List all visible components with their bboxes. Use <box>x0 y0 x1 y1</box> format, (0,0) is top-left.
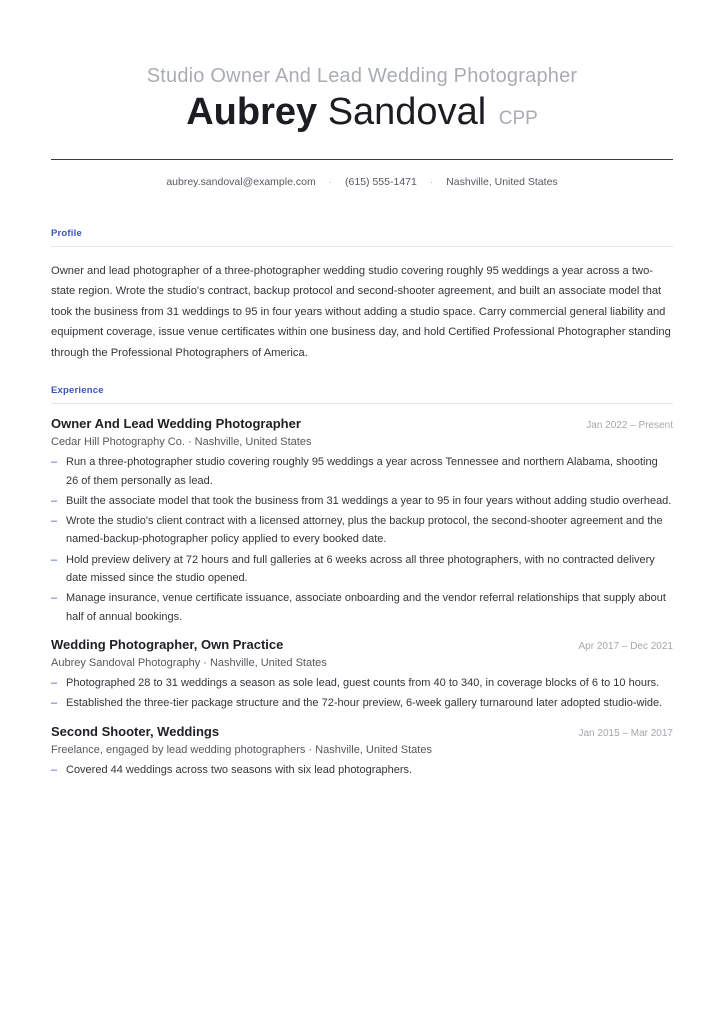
job-bullet-text: Wrote the studio's client contract with a licensed attorney, plus the backup protocol, the second-shooter agreement and the named-backup-photographer policy applied to every booked date. <box>66 514 663 546</box>
job-bullet-text: Built the associate model that took the business from 31 weddings a year to 95 in four years without adding studio overhead. <box>66 494 672 507</box>
job-bullet-text: Covered 44 weddings across two seasons with six lead photographers. <box>66 764 413 777</box>
job-bullet <box>51 453 673 490</box>
job-bullets <box>51 674 673 713</box>
job-dates: Apr 2017 – Dec 2021 <box>578 641 673 653</box>
job-bullet <box>51 694 673 713</box>
job-entry <box>51 416 673 626</box>
bullet-dash: – <box>51 514 58 527</box>
job-bullet <box>51 589 673 626</box>
bullet-dash: – <box>51 697 58 710</box>
section-divider <box>51 403 673 404</box>
resume-header <box>0 0 724 141</box>
job-bullets <box>51 761 673 780</box>
contact-email[interactable]: aubrey.sandoval@example.com <box>166 176 316 188</box>
job-header <box>51 637 673 652</box>
job-bullet <box>51 674 673 693</box>
section-divider <box>51 246 673 247</box>
profile-section-title: Profile <box>51 228 82 239</box>
job-bullet-text: Hold preview delivery at 72 hours and full galleries at 6 weeks across all three photographers, with no contracted delivery date missed since the studio opened. <box>66 553 655 585</box>
job-dates: Jan 2022 – Present <box>586 420 673 432</box>
contact-location: Nashville, United States <box>446 176 558 188</box>
bullet-dash: – <box>51 677 58 690</box>
job-bullet <box>51 512 673 549</box>
bullet-dash: – <box>51 592 58 605</box>
job-organization: Aubrey Sandoval Photography · Nashville, United States <box>51 657 327 670</box>
bullet-dash: – <box>51 553 58 566</box>
job-bullet <box>51 551 673 588</box>
bullet-dash: – <box>51 494 58 507</box>
experience-section <box>51 385 673 780</box>
experience-section-title: Experience <box>51 385 104 397</box>
credential: CPP <box>498 108 538 129</box>
header-divider <box>51 159 673 160</box>
job-bullet <box>51 761 673 780</box>
bullet-dash: – <box>51 764 58 777</box>
profile-text: Owner and lead photographer of a three-photographer wedding studio covering roughly 95 weddings a year across a two-state region. Wrote the studio's contract, backup protocol and second-shooter agreement, and built an associate model that took the business from 31 weddings to 95 in four years without adding a studio space. Carry commercial general liability and equipment coverage, issue venue certificates within one business day, and hold Certified Professional Photographer standing through the Professional Photographers of America. <box>51 265 671 359</box>
job-header <box>51 724 673 739</box>
job-title: Wedding Photographer, Own Practice <box>51 637 284 653</box>
job-entry <box>51 724 673 780</box>
job-entry <box>51 637 673 713</box>
bullet-dash: – <box>51 456 58 469</box>
job-organization: Cedar Hill Photography Co. · Nashville, United States <box>51 436 312 449</box>
contact-phone[interactable]: (615) 555-1471 <box>345 176 417 188</box>
job-bullet-text: Established the three-tier package structure and the 72-hour preview, 6-week gallery turnaround later adopted studio-wide. <box>66 697 663 710</box>
job-bullet-text: Run a three-photographer studio covering roughly 95 weddings a year across Tennessee and northern Alabama, shooting 26 of them personally as lead. <box>66 456 658 487</box>
profile-section <box>51 228 673 363</box>
job-title: Owner And Lead Wedding Photographer <box>51 416 301 432</box>
contact-separator: · <box>429 176 434 188</box>
contact-line <box>0 176 724 188</box>
job-bullet-text: Manage insurance, venue certificate issuance, associate onboarding and the vendor referral relationships that supply about half of annual bookings. <box>66 592 666 623</box>
job-header <box>51 416 673 431</box>
job-dates: Jan 2015 – Mar 2017 <box>578 728 673 740</box>
job-title: Second Shooter, Weddings <box>51 724 220 740</box>
headline-subtitle: Studio Owner And Lead Wedding Photographer <box>146 65 578 87</box>
full-name <box>0 90 724 141</box>
job-organization: Freelance, engaged by lead wedding photographers · Nashville, United States <box>51 744 432 757</box>
first-name: Aubrey <box>186 91 318 133</box>
last-name: Sandoval <box>327 91 487 133</box>
job-bullet <box>51 492 673 511</box>
job-bullets <box>51 453 673 626</box>
contact-separator: · <box>328 176 333 188</box>
job-bullet-text: Photographed 28 to 31 weddings a season as sole lead, guest counts from 40 to 340, in coverage blocks of 6 to 10 hours. <box>66 677 660 690</box>
